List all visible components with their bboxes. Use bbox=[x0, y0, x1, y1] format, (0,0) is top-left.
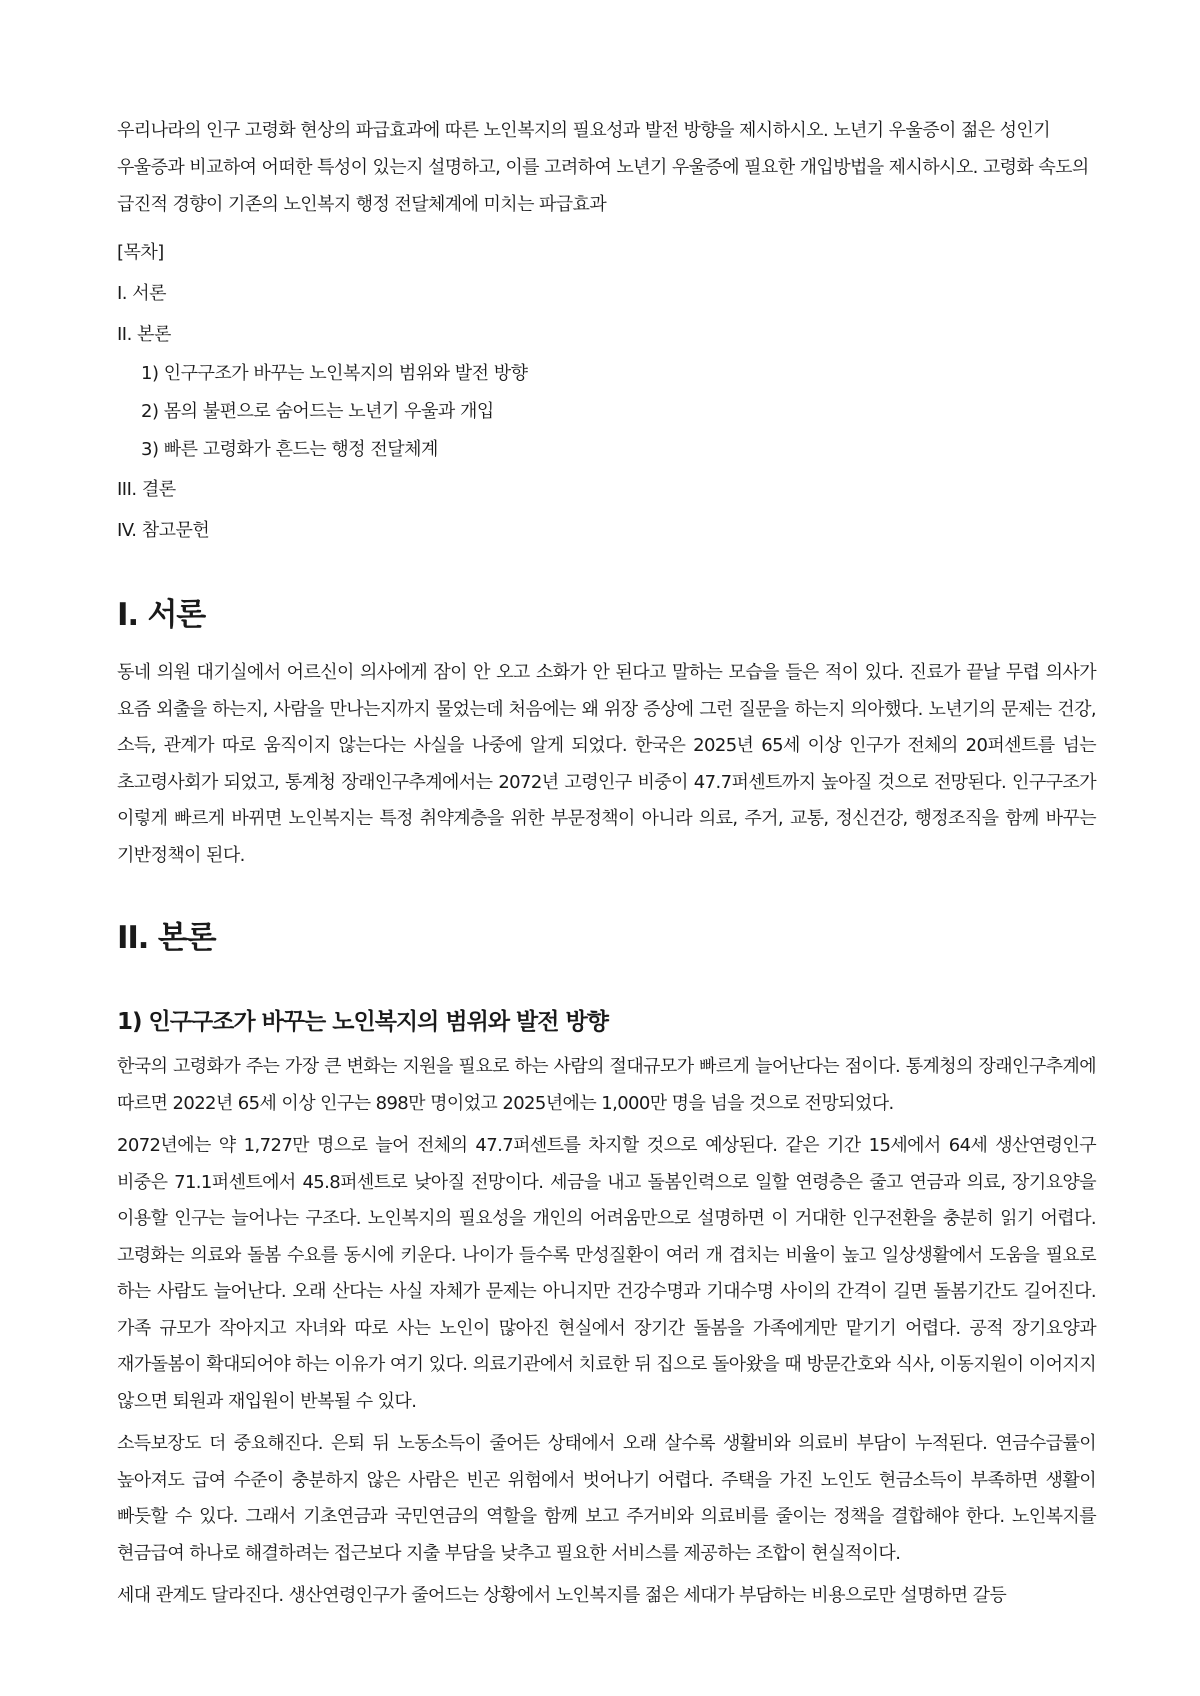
section-heading-body: II. 본론 bbox=[117, 920, 216, 956]
subsection-heading-1: 1) 인구구조가 바꾸는 노인복지의 범위와 발전 방향 bbox=[117, 1009, 608, 1035]
toc-subitem-3: 3) 빠른 고령화가 흔드는 행정 전달체계 bbox=[141, 439, 438, 460]
body-paragraph: 소득보장도 더 중요해진다. 은퇴 뒤 노동소득이 줄어든 상태에서 오래 살수록 생활비와 의료비 부담이 누적된다. 연금수급률이 높아져도 급여 수준이 충분하지 않은 사람은 빈곤 위험에서 벗어나기 어렵다. 주택을 가진 노인도 현금소득이 부족하면 생활이 빠듯할 수 있다. 그래서 기초연금과 국민연금의 역할을 함께 보고 주거비와 의료비를 줄이는 정책을 결합해야 한다. 노인복지를 현금급여 하나로 해결하려는 접근보다 지출 부담을 낮추고 필요한 서비스를 제공하는 조합이 현실적이다. bbox=[117, 1433, 1096, 1564]
toc-heading: [목차] bbox=[117, 242, 164, 263]
toc-item-introduction: I. 서론 bbox=[117, 283, 167, 304]
section-heading-introduction: I. 서론 bbox=[117, 597, 205, 633]
toc-item-conclusion: III. 결론 bbox=[117, 479, 176, 500]
toc-subitem-2: 2) 몸의 불편으로 숨어드는 노년기 우울과 개입 bbox=[141, 401, 494, 422]
body-paragraph: 세대 관계도 달라진다. 생산연령인구가 줄어드는 상황에서 노인복지를 젊은 세대가 부담하는 비용으로만 설명하면 갈등 bbox=[117, 1585, 1007, 1606]
introduction-paragraph: 동네 의원 대기실에서 어르신이 의사에게 잠이 안 오고 소화가 안 된다고 말하는 모습을 들은 적이 있다. 진료가 끝날 무렵 의사가 요즘 외출을 하는지, 사람을 만나는지까지 물었는데 처음에는 왜 위장 증상에 그런 질문을 하는지 의아했다. 노년기의 문제는 건강, 소득, 관계가 따로 움직이지 않는다는 사실을 나중에 알게 되었다. 한국은 2025년 65세 이상 인구가 전체의 20퍼센트를 넘는 초고령사회가 되었고, 통계청 장래인구추계에서는 2072년 고령인구 비중이 47.7퍼센트까지 높아질 것으로 전망된다. 인구구조가 이렇게 빠르게 바뀌면 노인복지는 특정 취약계층을 위한 부문정책이 아니라 의료, 주거, 교통, 정신건강, 행정조직을 함께 바꾸는 기반정책이 된다. bbox=[117, 662, 1096, 866]
toc-item-references: IV. 참고문헌 bbox=[117, 520, 210, 541]
body-paragraph: 한국의 고령화가 주는 가장 큰 변화는 지원을 필요로 하는 사람의 절대규모가 빠르게 늘어난다는 점이다. 통계청의 장래인구추계에 따르면 2022년 65세 이상 인구는 898만 명이었고 2025년에는 1,000만 명을 넘을 것으로 전망되었다. bbox=[117, 1056, 1096, 1114]
toc-item-body: II. 본론 bbox=[117, 324, 171, 345]
body-paragraph: 2072년에는 약 1,727만 명으로 늘어 전체의 47.7퍼센트를 차지할 것으로 예상된다. 같은 기간 15세에서 64세 생산연령인구 비중은 71.1퍼센트에서 45.8퍼센트로 낮아질 전망이다. 세금을 내고 돌봄인력으로 일할 연령층은 줄고 연금과 의료, 장기요양을 이용할 인구는 늘어나는 구조다. 노인복지의 필요성을 개인의 어려움만으로 설명하면 이 거대한 인구전환을 충분히 읽기 어렵다. 고령화는 의료와 돌봄 수요를 동시에 키운다. 나이가 들수록 만성질환이 여러 개 겹치는 비율이 높고 일상생활에서 도움을 필요로 하는 사람도 늘어난다. 오래 산다는 사실 자체가 문제는 아니지만 건강수명과 기대수명 사이의 간격이 길면 돌봄기간도 길어진다. 가족 규모가 작아지고 자녀와 따로 사는 노인이 많아진 현실에서 장기간 돌봄을 가족에게만 맡기기 어렵다. 공적 장기요양과 재가돌봄이 확대되어야 하는 이유가 여기 있다. 의료기관에서 치료한 뒤 집으로 돌아왔을 때 방문간호와 식사, 이동지원이 이어지지 않으면 퇴원과 재입원이 반복될 수 있다. bbox=[117, 1135, 1096, 1412]
toc-subitem-1: 1) 인구구조가 바꾸는 노인복지의 범위와 발전 방향 bbox=[141, 363, 528, 384]
table-of-contents bbox=[117, 232, 1096, 551]
assignment-prompt: 우리나라의 인구 고령화 현상의 파급효과에 따른 노인복지의 필요성과 발전 방향을 제시하시오. 노년기 우울증이 젊은 성인기 우울증과 비교하여 어떠한 특성이 있는지 설명하고, 이를 고려하여 노년기 우울증에 필요한 개입방법을 제시하시오. 고령화 속도의 급진적 경향이 기존의 노인복지 행정 전달체계에 미치는 파급효과 bbox=[117, 120, 1089, 215]
